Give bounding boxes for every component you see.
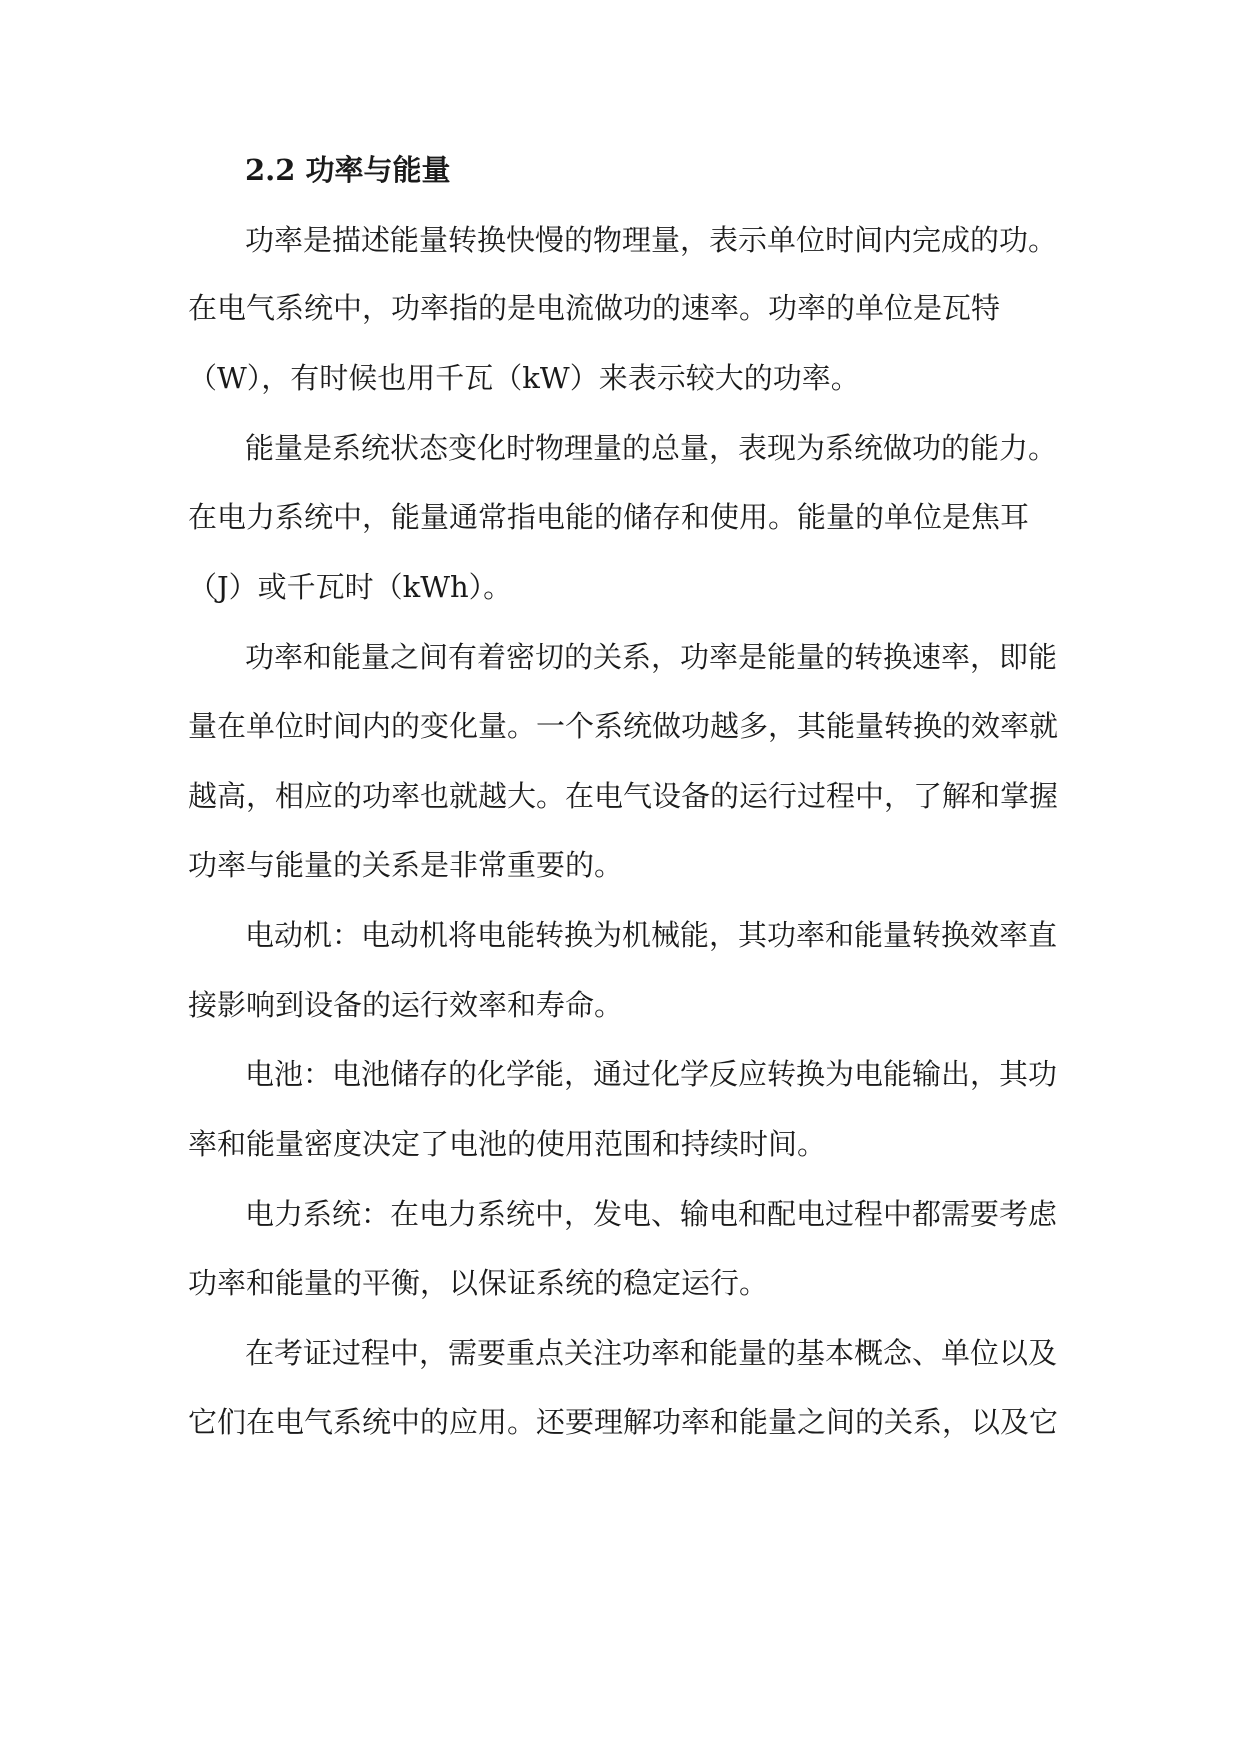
paragraph-7-line-2: 它们在电气系统中的应用。还要理解功率和能量之间的关系，以及它 xyxy=(188,1405,1059,1439)
paragraph-5-line-2: 率和能量密度决定了电池的使用范围和持续时间。 xyxy=(188,1127,827,1161)
paragraph-3-line-1: 功率和能量之间有着密切的关系，功率是能量的转换速率，即能 xyxy=(245,640,1058,674)
paragraph-6-line-2: 功率和能量的平衡，以保证系统的稳定运行。 xyxy=(188,1266,769,1300)
paragraph-7-line-1: 在考证过程中，需要重点关注功率和能量的基本概念、单位以及 xyxy=(245,1336,1058,1370)
section-heading: 2.2 功率与能量 xyxy=(245,153,451,187)
paragraph-2-line-1: 能量是系统状态变化时物理量的总量，表现为系统做功的能力。 xyxy=(245,431,1058,465)
paragraph-4-line-2: 接影响到设备的运行效率和寿命。 xyxy=(188,988,624,1022)
paragraph-3-line-2: 量在单位时间内的变化量。一个系统做功越多，其能量转换的效率就 xyxy=(188,709,1059,743)
paragraph-3-line-4: 功率与能量的关系是非常重要的。 xyxy=(188,848,624,882)
paragraph-1-line-2: 在电气系统中，功率指的是电流做功的速率。功率的单位是瓦特 xyxy=(188,291,1001,325)
paragraph-1-line-1: 功率是描述能量转换快慢的物理量，表示单位时间内完成的功。 xyxy=(245,223,1058,257)
paragraph-1-line-3: （W），有时候也用千瓦（kW）来表示较大的功率。 xyxy=(188,361,860,395)
paragraph-4-line-1: 电动机：电动机将电能转换为机械能，其功率和能量转换效率直 xyxy=(245,918,1058,952)
paragraph-6-line-1: 电力系统：在电力系统中，发电、输电和配电过程中都需要考虑 xyxy=(245,1197,1058,1231)
paragraph-3-line-3: 越高，相应的功率也就越大。在电气设备的运行过程中，了解和掌握 xyxy=(188,779,1059,813)
paragraph-2-line-2: 在电力系统中，能量通常指电能的储存和使用。能量的单位是焦耳 xyxy=(188,500,1030,534)
paragraph-5-line-1: 电池：电池储存的化学能，通过化学反应转换为电能输出，其功 xyxy=(245,1057,1058,1091)
paragraph-2-line-3: （J）或千瓦时（kWh）。 xyxy=(188,570,513,604)
